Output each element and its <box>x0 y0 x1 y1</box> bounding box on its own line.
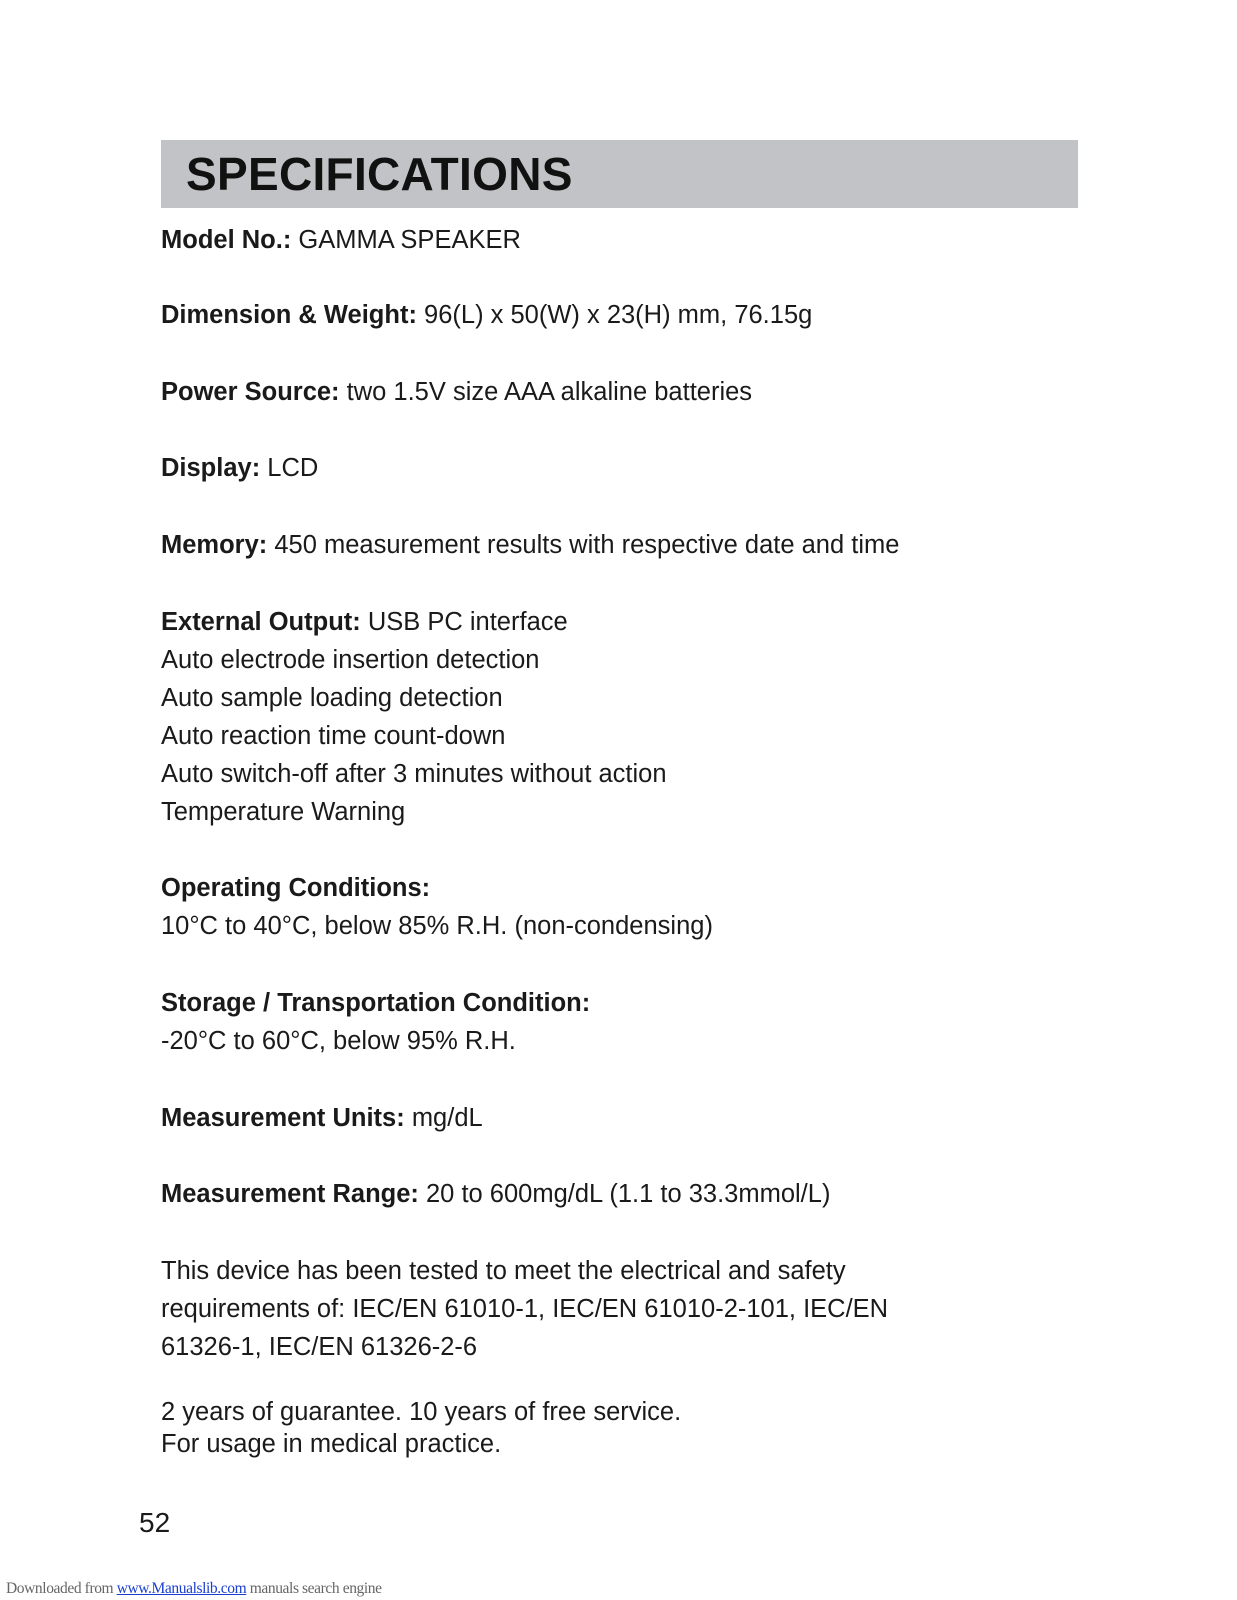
feature-item: Auto electrode insertion detection <box>161 646 540 674</box>
spec-value: USB PC interface <box>360 608 568 636</box>
spec-value: 450 measurement results with respective date and time <box>267 531 900 559</box>
spec-label: Model No.: <box>161 226 292 254</box>
spec-power-source <box>161 377 752 407</box>
spec-measurement-units <box>161 1103 483 1133</box>
page-number: 52 <box>139 1507 171 1538</box>
spec-operating-value: 10°C to 40°C, below 85% R.H. (non-condensing) <box>161 912 713 940</box>
spec-value: GAMMA SPEAKER <box>291 226 521 254</box>
spec-value: two 1.5V size AAA alkaline batteries <box>339 378 753 406</box>
feature-item: Auto switch-off after 3 minutes without action <box>161 760 667 788</box>
spec-model <box>161 225 521 255</box>
compliance-line: requirements of: IEC/EN 61010-1, IEC/EN 61010-2-101, IEC/EN <box>161 1295 889 1323</box>
spec-label: Memory: <box>161 531 268 559</box>
spec-label: Dimension & Weight: <box>161 301 417 329</box>
spec-label: Display: <box>161 454 261 482</box>
section-header-bar <box>161 140 1078 208</box>
spec-value: mg/dL <box>404 1104 483 1132</box>
spec-label: Measurement Units: <box>161 1104 405 1132</box>
spec-storage-value: -20°C to 60°C, below 95% R.H. <box>161 1027 516 1055</box>
download-footer <box>6 1580 382 1598</box>
footer-prefix: Downloaded from <box>6 1580 117 1597</box>
spec-value: LCD <box>260 454 319 482</box>
guarantee-text: 2 years of guarantee. 10 years of free service. <box>161 1398 682 1426</box>
usage-text: For usage in medical practice. <box>161 1430 502 1458</box>
feature-item: Auto sample loading detection <box>161 684 503 712</box>
feature-item: Temperature Warning <box>161 798 406 826</box>
compliance-line: This device has been tested to meet the electrical and safety <box>161 1257 846 1285</box>
page-title: SPECIFICATIONS <box>186 148 573 200</box>
spec-label: Storage / Transportation Condition: <box>161 989 591 1017</box>
spec-label: Power Source: <box>161 378 340 406</box>
spec-operating-label <box>161 873 430 903</box>
manualslib-link[interactable]: www.Manualslib.com <box>116 1580 247 1597</box>
spec-display <box>161 453 318 483</box>
spec-value: 96(L) x 50(W) x 23(H) mm, 76.15g <box>416 301 813 329</box>
spec-dimension-weight <box>161 300 812 330</box>
feature-item: Auto reaction time count-down <box>161 722 506 750</box>
compliance-line: 61326-1, IEC/EN 61326-2-6 <box>161 1333 478 1361</box>
spec-measurement-range <box>161 1179 830 1209</box>
footer-suffix: manuals search engine <box>246 1580 382 1597</box>
spec-value: 20 to 600mg/dL (1.1 to 33.3mmol/L) <box>418 1180 831 1208</box>
spec-storage-label <box>161 988 590 1018</box>
spec-label: Measurement Range: <box>161 1180 419 1208</box>
spec-external-output <box>161 607 568 637</box>
spec-label: External Output: <box>161 608 361 636</box>
spec-label: Operating Conditions: <box>161 874 431 902</box>
spec-memory <box>161 530 899 560</box>
